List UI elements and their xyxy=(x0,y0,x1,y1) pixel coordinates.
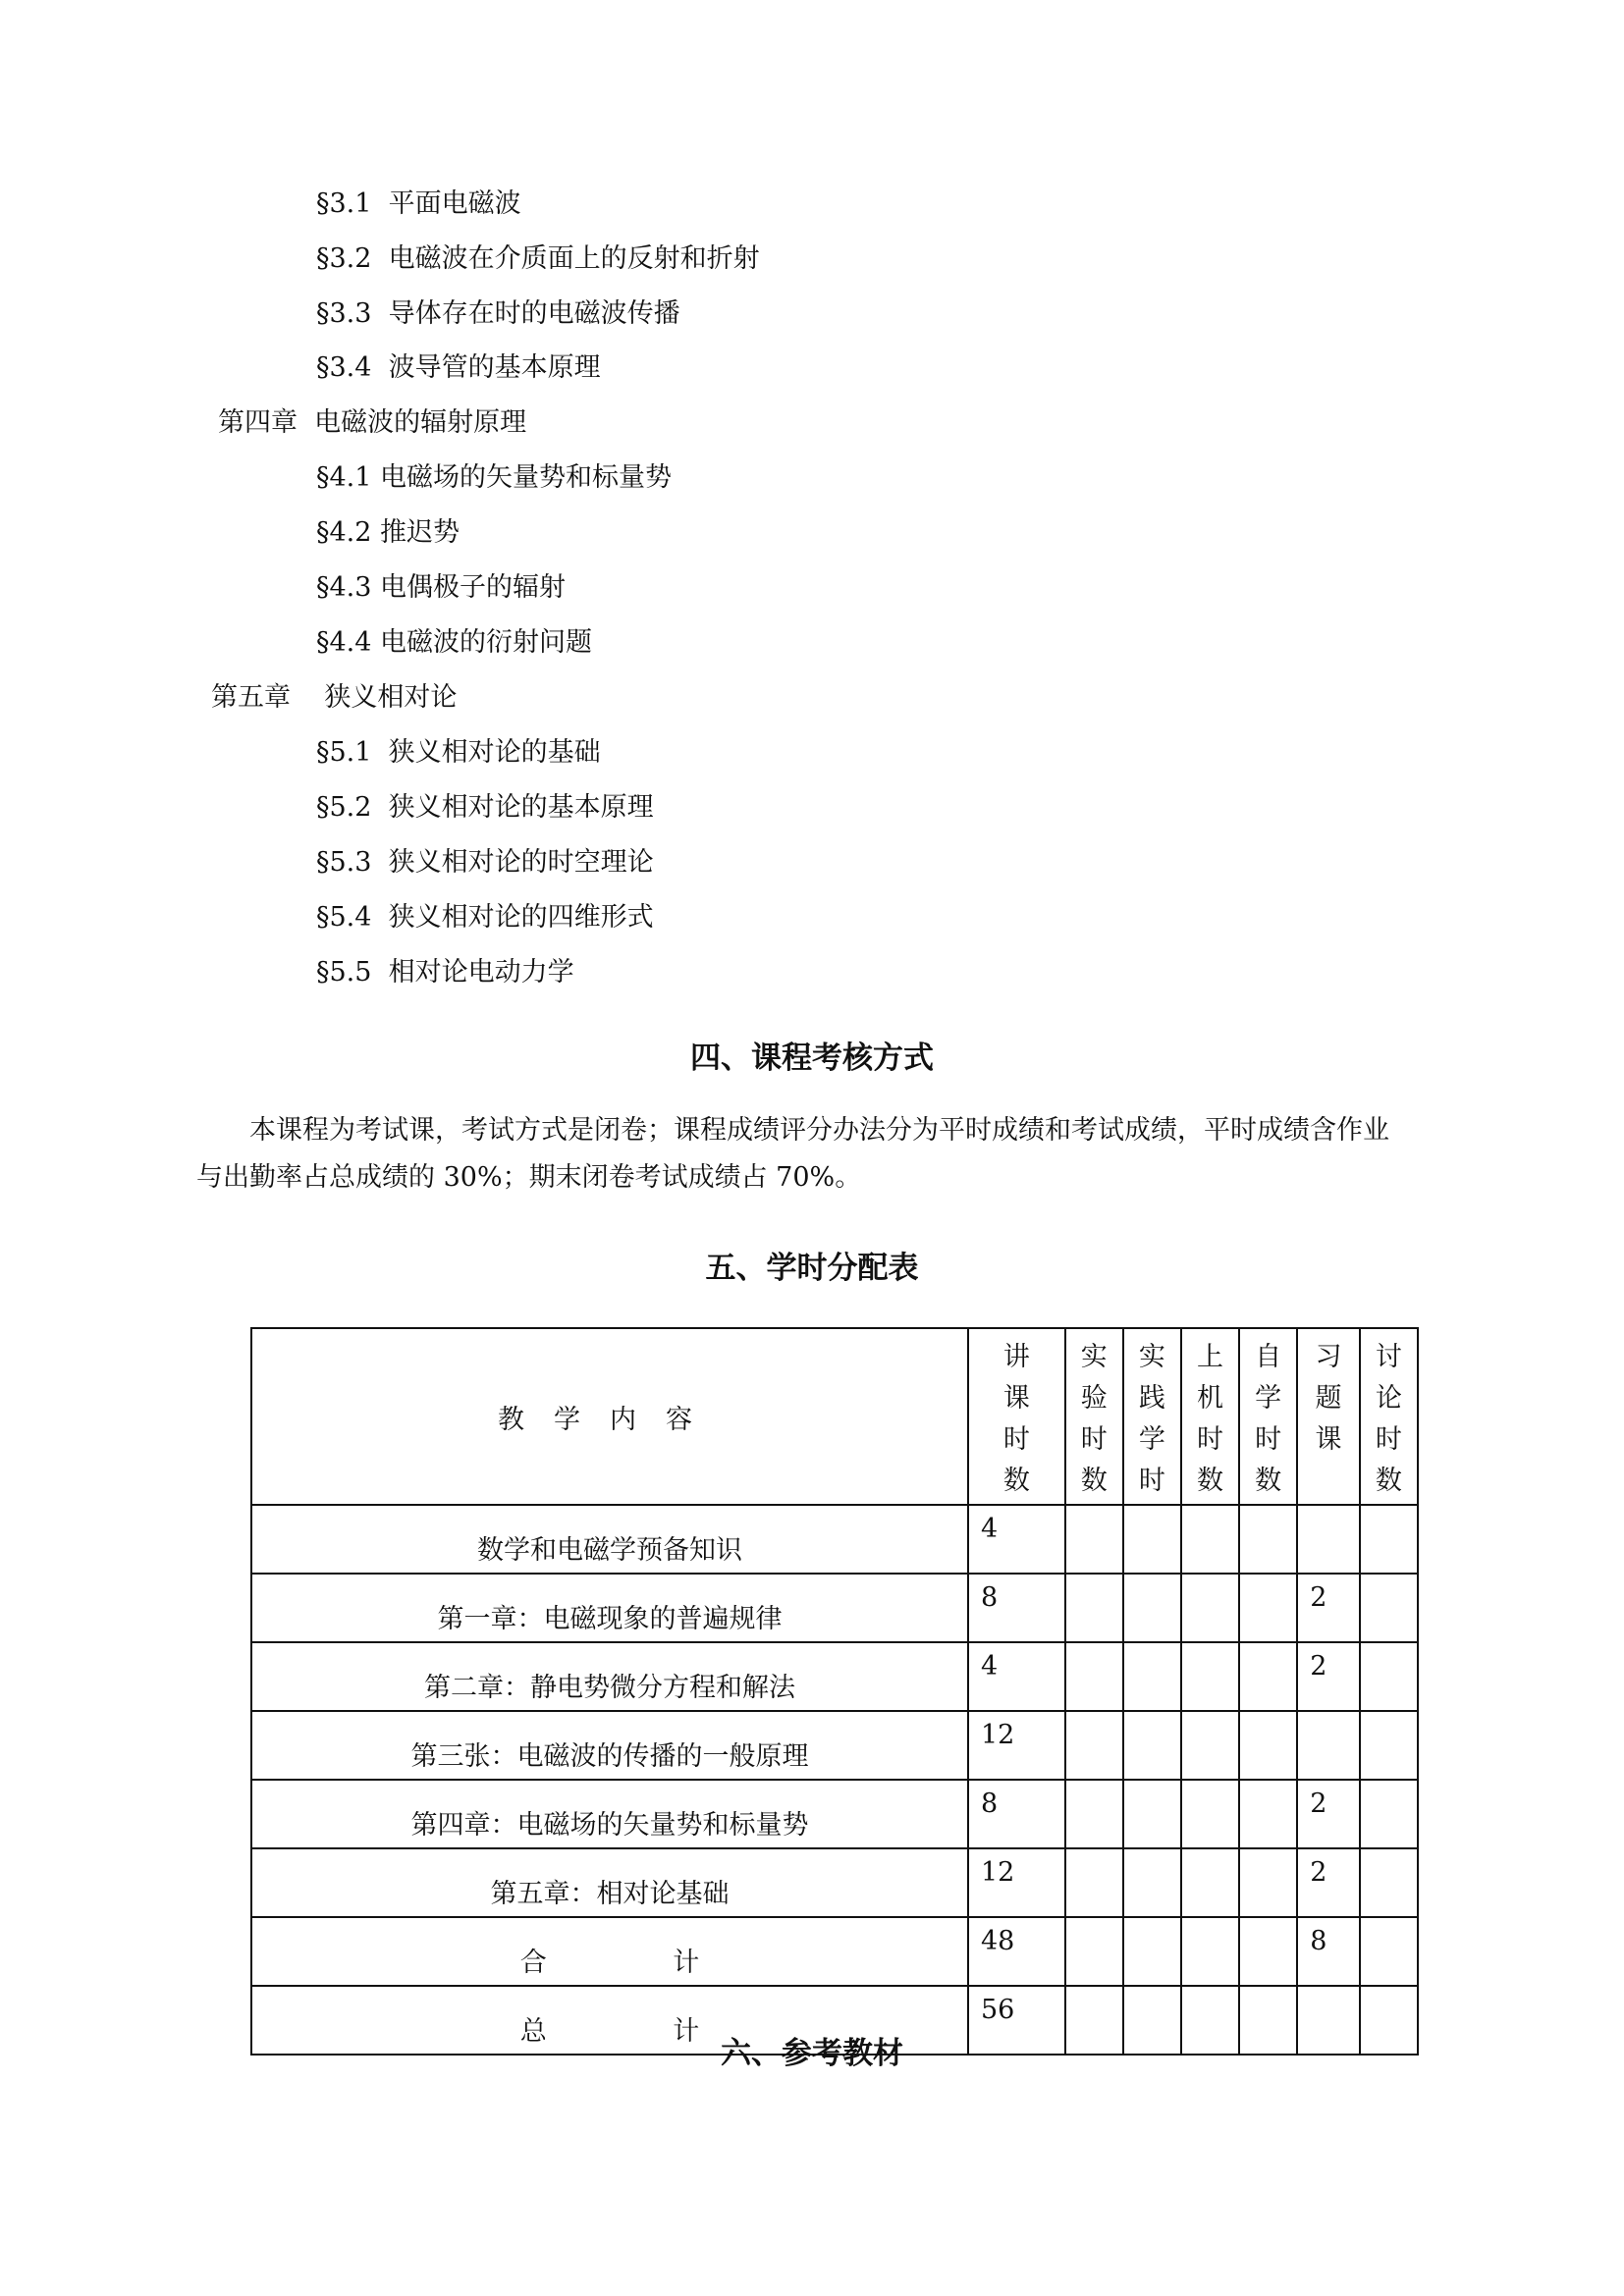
cell-self-study xyxy=(1239,1780,1297,1848)
row-label: 第四章：电磁场的矢量势和标量势 xyxy=(251,1780,968,1848)
cell-lab xyxy=(1065,1711,1123,1780)
section-3-3: §3.3 导体存在时的电磁波传播 xyxy=(316,298,680,329)
table-row xyxy=(251,1505,1418,1574)
section-5-2: §5.2 狭义相对论的基本原理 xyxy=(316,792,654,823)
allocation-heading: 五、学时分配表 xyxy=(705,1251,919,1286)
row-label-total: 总 计 xyxy=(251,1986,968,2055)
col-header-computer: 上 机 时 数 xyxy=(1181,1328,1239,1505)
col-header-discussion: 讨 论 时 数 xyxy=(1360,1328,1418,1505)
section-3-2: §3.2 电磁波在介质面上的反射和折射 xyxy=(316,243,760,274)
chapter-4-title: 第四章 电磁波的辐射原理 xyxy=(218,407,527,438)
cell-discussion xyxy=(1360,1917,1418,1986)
cell-discussion xyxy=(1360,1780,1418,1848)
section-5-4: §5.4 狭义相对论的四维形式 xyxy=(316,902,654,933)
cell-self-study xyxy=(1239,1711,1297,1780)
cell-discussion xyxy=(1360,1848,1418,1917)
content-column-header: 教学内容 xyxy=(251,1328,968,1505)
section-5-1: §5.1 狭义相对论的基础 xyxy=(316,737,601,768)
hours-allocation-table xyxy=(250,1327,1419,2056)
cell-practice xyxy=(1123,1780,1181,1848)
section-4-2: §4.2 推迟势 xyxy=(316,517,460,548)
cell-computer xyxy=(1181,1505,1239,1574)
table-row xyxy=(251,1917,1418,1986)
cell-exercise: 8 xyxy=(1297,1917,1360,1986)
cell-computer xyxy=(1181,1574,1239,1642)
row-label: 第一章：电磁现象的普遍规律 xyxy=(251,1574,968,1642)
chapter-5-title: 第五章 狭义相对论 xyxy=(211,682,458,713)
cell-discussion xyxy=(1360,1574,1418,1642)
table-row xyxy=(251,1574,1418,1642)
cell-practice xyxy=(1123,1917,1181,1986)
row-label: 数学和电磁学预备知识 xyxy=(251,1505,968,1574)
cell-self-study xyxy=(1239,1917,1297,1986)
cell-lab xyxy=(1065,1917,1123,1986)
col-header-lecture: 讲 课 时 数 xyxy=(968,1328,1065,1505)
cell-practice xyxy=(1123,1574,1181,1642)
col-header-self-study: 自 学 时 数 xyxy=(1239,1328,1297,1505)
cell-practice xyxy=(1123,1642,1181,1711)
cell-computer xyxy=(1181,1711,1239,1780)
col-header-lab: 实 验 时 数 xyxy=(1065,1328,1123,1505)
cell-lecture: 4 xyxy=(968,1505,1065,1574)
table-row xyxy=(251,1848,1418,1917)
cell-discussion xyxy=(1360,1642,1418,1711)
cell-computer xyxy=(1181,1848,1239,1917)
cell-lecture: 48 xyxy=(968,1917,1065,1986)
cell-lab xyxy=(1065,1848,1123,1917)
cell-lab xyxy=(1065,1642,1123,1711)
cell-lecture: 8 xyxy=(968,1780,1065,1848)
cell-computer xyxy=(1181,1917,1239,1986)
cell-exercise: 2 xyxy=(1297,1642,1360,1711)
cell-practice xyxy=(1123,1848,1181,1917)
table-header-row xyxy=(251,1328,1418,1505)
table-row xyxy=(251,1711,1418,1780)
section-3-1: §3.1 平面电磁波 xyxy=(316,188,521,219)
cell-discussion xyxy=(1360,1711,1418,1780)
assessment-line-2: 与出勤率占总成绩的 30%；期末闭卷考试成绩占 70%。 xyxy=(196,1162,862,1193)
cell-discussion xyxy=(1360,1505,1418,1574)
cell-self-study xyxy=(1239,1574,1297,1642)
cell-self-study xyxy=(1239,1505,1297,1574)
references-heading: 六、参考教材 xyxy=(721,2036,903,2071)
cell-self-study xyxy=(1239,1642,1297,1711)
cell-lab xyxy=(1065,1574,1123,1642)
cell-practice xyxy=(1123,1711,1181,1780)
cell-exercise: 2 xyxy=(1297,1780,1360,1848)
table-row xyxy=(251,1780,1418,1848)
section-4-3: §4.3 电偶极子的辐射 xyxy=(316,572,567,603)
cell-lecture: 8 xyxy=(968,1574,1065,1642)
section-5-3: §5.3 狭义相对论的时空理论 xyxy=(316,847,654,878)
section-3-4: §3.4 波导管的基本原理 xyxy=(316,352,601,383)
row-label: 第三张：电磁波的传播的一般原理 xyxy=(251,1711,968,1780)
row-label: 第五章：相对论基础 xyxy=(251,1848,968,1917)
cell-lecture: 56 xyxy=(968,1986,1065,2055)
cell-lecture: 12 xyxy=(968,1711,1065,1780)
cell-exercise xyxy=(1297,1711,1360,1780)
cell-exercise xyxy=(1297,1505,1360,1574)
section-4-4: §4.4 电磁波的衍射问题 xyxy=(316,627,593,658)
cell-self-study xyxy=(1239,1848,1297,1917)
assessment-heading: 四、课程考核方式 xyxy=(690,1041,934,1076)
assessment-line-1: 本课程为考试课，考试方式是闭卷；课程成绩评分办法分为平时成绩和考试成绩，平时成绩含作业 xyxy=(249,1115,1389,1146)
cell-computer xyxy=(1181,1642,1239,1711)
section-5-5: §5.5 相对论电动力学 xyxy=(316,957,574,988)
cell-practice xyxy=(1123,1505,1181,1574)
cell-lecture: 12 xyxy=(968,1848,1065,1917)
row-label-subtotal: 合 计 xyxy=(251,1917,968,1986)
assessment-paragraph xyxy=(196,1107,1473,1201)
section-4-1: §4.1 电磁场的矢量势和标量势 xyxy=(316,462,673,493)
table-row xyxy=(251,1642,1418,1711)
cell-lab xyxy=(1065,1780,1123,1848)
cell-exercise: 2 xyxy=(1297,1848,1360,1917)
row-label: 第二章：静电势微分方程和解法 xyxy=(251,1642,968,1711)
cell-computer xyxy=(1181,1780,1239,1848)
col-header-practice: 实 践 学 时 xyxy=(1123,1328,1181,1505)
col-header-exercise: 习 题 课 xyxy=(1297,1328,1360,1505)
cell-lab xyxy=(1065,1505,1123,1574)
cell-exercise: 2 xyxy=(1297,1574,1360,1642)
cell-lecture: 4 xyxy=(968,1642,1065,1711)
